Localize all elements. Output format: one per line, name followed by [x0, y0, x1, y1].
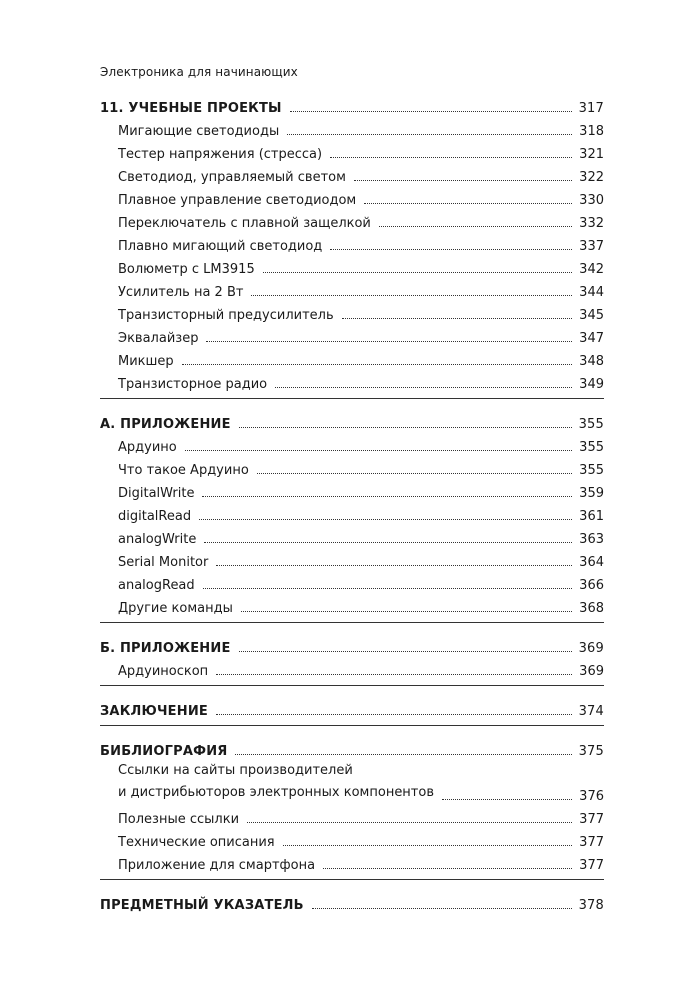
chapter-title: ЗАКЛЮЧЕНИЕ [100, 704, 209, 719]
toc-entry[interactable] [100, 300, 604, 323]
dot-leader [354, 180, 572, 181]
entry-title: Полезные ссылки [118, 812, 240, 827]
page-number: 347 [579, 331, 604, 346]
entry-title: Эквалайзер [118, 331, 199, 346]
chapter-title: 11. УЧЕБНЫЕ ПРОЕКТЫ [100, 101, 282, 116]
chapter-title: А. ПРИЛОЖЕНИЕ [100, 417, 231, 432]
entry-title-line-2: и дистрибьюторов электронных компонентов [118, 785, 434, 800]
page-number: 369 [579, 664, 604, 679]
entry-title: Транзисторный предусилитель [118, 308, 334, 323]
entry-title: Serial Monitor [118, 555, 209, 570]
dot-leader [204, 542, 572, 543]
dot-leader [235, 754, 572, 755]
dot-leader [330, 157, 572, 158]
page-number: 363 [579, 532, 604, 547]
dot-leader [287, 134, 572, 135]
dot-leader [290, 111, 572, 112]
page-number: 322 [579, 170, 604, 185]
page-number: 355 [578, 417, 604, 432]
toc-chapter-entry[interactable] [100, 409, 604, 432]
page-number: 332 [579, 216, 604, 231]
chapter-title: БИБЛИОГРАФИЯ [100, 744, 228, 759]
page-number: 378 [578, 898, 604, 913]
dot-leader [442, 799, 572, 800]
chapter-title: Б. ПРИЛОЖЕНИЕ [100, 641, 231, 656]
page-number: 368 [579, 601, 604, 616]
entry-title: Мигающие светодиоды [118, 124, 280, 139]
entry-title: Что такое Ардуино [118, 463, 249, 478]
dot-leader [206, 341, 572, 342]
entry-title: Микшер [118, 354, 174, 369]
dot-leader [247, 822, 572, 823]
entry-title [118, 760, 434, 804]
page-number: 317 [578, 101, 604, 116]
dot-leader [239, 651, 572, 652]
toc-entry[interactable] [100, 593, 604, 616]
dot-leader [216, 714, 572, 715]
dot-leader [216, 674, 572, 675]
toc-section [100, 409, 604, 623]
page-number: 377 [579, 835, 604, 850]
dot-leader [199, 519, 572, 520]
dot-leader [251, 295, 572, 296]
toc-entry[interactable] [100, 804, 604, 827]
toc-section [100, 633, 604, 686]
entry-title: Приложение для смартфона [118, 858, 316, 873]
toc-entry[interactable] [100, 478, 604, 501]
toc-chapter-entry[interactable] [100, 736, 604, 759]
page-number: 321 [579, 147, 604, 162]
entry-title: Плавно мигающий светодиод [118, 239, 323, 254]
running-header: Электроника для начинающих [100, 65, 298, 79]
toc-entry[interactable] [100, 369, 604, 392]
toc-entry[interactable] [100, 323, 604, 346]
dot-leader [239, 427, 572, 428]
dot-leader [257, 473, 572, 474]
entry-title: Транзисторное радио [118, 377, 268, 392]
entry-title: Ардуино [118, 440, 177, 455]
dot-leader [185, 450, 572, 451]
entry-title: Усилитель на 2 Вт [118, 285, 244, 300]
toc-entry[interactable] [100, 277, 604, 300]
toc-section [100, 93, 604, 399]
page-number: 374 [578, 704, 604, 719]
toc-entry[interactable] [100, 827, 604, 850]
toc-entry[interactable] [100, 139, 604, 162]
toc-entry[interactable] [100, 759, 604, 804]
page-number: 364 [579, 555, 604, 570]
page-number: 377 [579, 812, 604, 827]
page-number: 355 [579, 463, 604, 478]
entry-title: Переключатель с плавной защелкой [118, 216, 371, 231]
toc-entry[interactable] [100, 231, 604, 254]
toc-chapter-entry[interactable] [100, 890, 604, 913]
page-number: 355 [579, 440, 604, 455]
dot-leader [379, 226, 572, 227]
page-number: 376 [579, 789, 604, 804]
dot-leader [330, 249, 572, 250]
dot-leader [182, 364, 572, 365]
page-number: 359 [579, 486, 604, 501]
entry-title: Волюметр с LM3915 [118, 262, 255, 277]
page-number: 337 [579, 239, 604, 254]
toc-entry[interactable] [100, 432, 604, 455]
entry-title: Технические описания [118, 835, 275, 850]
page-number: 369 [578, 641, 604, 656]
dot-leader [342, 318, 572, 319]
page-number: 345 [579, 308, 604, 323]
entry-title: Тестер напряжения (стресса) [118, 147, 323, 162]
page-number: 349 [579, 377, 604, 392]
entry-title: Ардуиноскоп [118, 664, 209, 679]
dot-leader [241, 611, 572, 612]
toc-entry[interactable] [100, 116, 604, 139]
entry-title-line-1: Ссылки на сайты производителей [118, 763, 353, 778]
toc-entry[interactable] [100, 346, 604, 369]
table-of-contents [100, 93, 604, 929]
dot-leader [323, 868, 572, 869]
chapter-title: ПРЕДМЕТНЫЙ УКАЗАТЕЛЬ [100, 898, 304, 913]
page-number: 366 [579, 578, 604, 593]
toc-entry[interactable] [100, 185, 604, 208]
entry-title: analogRead [118, 578, 195, 593]
entry-title: Плавное управление светодиодом [118, 193, 357, 208]
page-number: 344 [579, 285, 604, 300]
page-number: 318 [579, 124, 604, 139]
toc-chapter-entry[interactable] [100, 696, 604, 719]
toc-entry[interactable] [100, 162, 604, 185]
toc-chapter-entry[interactable] [100, 633, 604, 656]
toc-section [100, 736, 604, 880]
toc-section [100, 890, 604, 919]
page-number: 375 [578, 744, 604, 759]
entry-title: DigitalWrite [118, 486, 195, 501]
page-number: 361 [579, 509, 604, 524]
toc-entry[interactable] [100, 455, 604, 478]
page-number: 377 [579, 858, 604, 873]
dot-leader [283, 845, 572, 846]
dot-leader [312, 908, 572, 909]
toc-entry[interactable] [100, 850, 604, 873]
dot-leader [216, 565, 572, 566]
dot-leader [263, 272, 572, 273]
entry-title: analogWrite [118, 532, 197, 547]
toc-entry[interactable] [100, 501, 604, 524]
toc-entry[interactable] [100, 208, 604, 231]
page-number: 342 [579, 262, 604, 277]
page-number: 348 [579, 354, 604, 369]
dot-leader [364, 203, 572, 204]
toc-entry[interactable] [100, 254, 604, 277]
toc-entry[interactable] [100, 547, 604, 570]
dot-leader [202, 496, 572, 497]
toc-entry[interactable] [100, 656, 604, 679]
dot-leader [275, 387, 572, 388]
entry-title: Светодиод, управляемый светом [118, 170, 346, 185]
toc-entry[interactable] [100, 524, 604, 547]
entry-title: digitalRead [118, 509, 192, 524]
toc-section [100, 696, 604, 726]
page-number: 330 [579, 193, 604, 208]
toc-chapter-entry[interactable] [100, 93, 604, 116]
entry-title: Другие команды [118, 601, 233, 616]
toc-entry[interactable] [100, 570, 604, 593]
dot-leader [203, 588, 572, 589]
